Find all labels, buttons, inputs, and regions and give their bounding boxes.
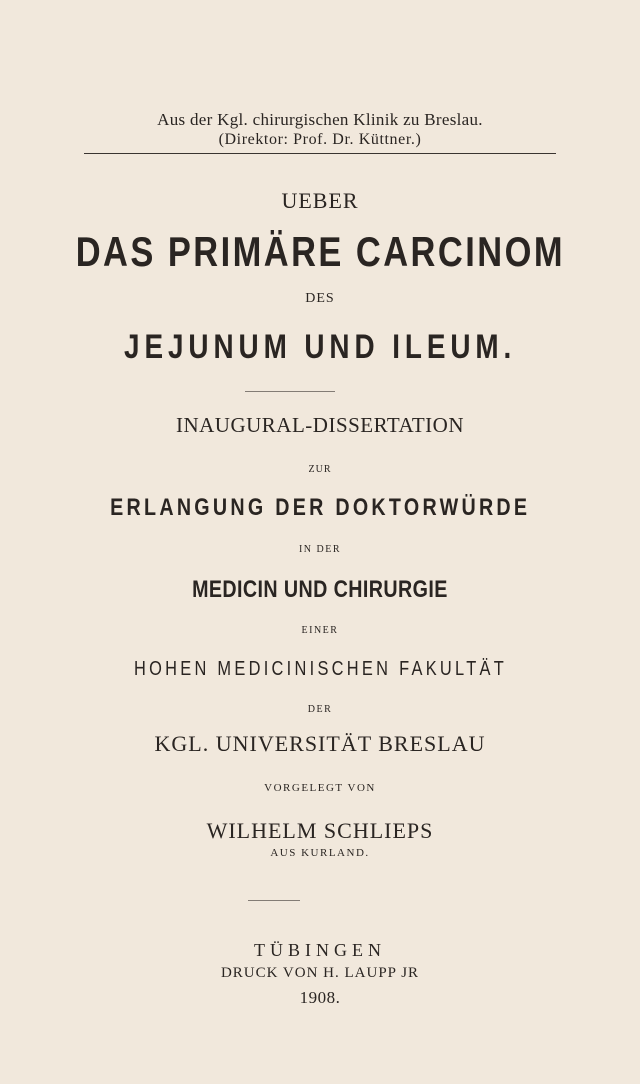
dissertation-zur-text: ZUR: [308, 464, 332, 475]
dissertation-in-der-text: IN DER: [298, 544, 342, 555]
title-divider: [245, 391, 335, 392]
title-des-text: DES: [305, 291, 335, 306]
dissertation-vorgelegt-text: VORGELEGT VON: [264, 782, 376, 794]
dissertation-university-text: KGL. UNIVERSITÄT BRESLAU: [154, 731, 486, 756]
dissertation-field-text: MEDICIN UND CHIRURGIE: [192, 576, 448, 603]
dissertation-der: [0, 704, 640, 715]
title-main-text: DAS PRIMÄRE CARCINOM: [75, 228, 565, 275]
dissertation-origin: [0, 847, 640, 859]
title-sub-text: JEJUNUM UND ILEUM.: [123, 328, 517, 366]
imprint-year: [0, 988, 640, 1008]
dissertation-faculty: [0, 658, 640, 681]
header-director-text: (Direktor: Prof. Dr. Küttner.): [218, 131, 422, 148]
header-rule: [84, 153, 556, 154]
title-main: [0, 228, 640, 277]
imprint-printer-text: DRUCK VON H. LAUPP JR: [220, 965, 420, 981]
dissertation-erlangung: [0, 494, 640, 522]
imprint-divider: [248, 900, 300, 901]
header-institution-text: Aus der Kgl. chirurgischen Klinik zu Breslau.: [157, 110, 483, 129]
dissertation-einer: [0, 625, 640, 636]
dissertation-der-text: DER: [307, 704, 333, 715]
dissertation-vorgelegt: [0, 782, 640, 794]
dissertation-zur: [0, 464, 640, 475]
imprint-year-text: 1908.: [299, 988, 341, 1007]
header-institution: [0, 110, 640, 130]
title-ueber-text: UEBER: [281, 188, 359, 213]
header-director: [0, 131, 640, 149]
title-des: [0, 291, 640, 307]
dissertation-einer-text: EINER: [301, 625, 339, 636]
dissertation-erlangung-text: ERLANGUNG DER DOKTORWÜRDE: [109, 494, 531, 521]
imprint-city: [0, 940, 640, 961]
dissertation-field: [0, 576, 640, 604]
dissertation-faculty-text: HOHEN MEDICINISCHEN FAKULTÄT: [133, 658, 507, 680]
title-ueber: [0, 188, 640, 214]
imprint-city-text: TÜBINGEN: [254, 940, 386, 960]
title-sub: [0, 328, 640, 367]
imprint-printer: [0, 965, 640, 982]
dissertation-university: [0, 731, 640, 757]
dissertation-origin-text: AUS KURLAND.: [270, 847, 370, 859]
dissertation-heading: [0, 413, 640, 438]
dissertation-in-der: [0, 544, 640, 555]
dissertation-author-text: WILHELM SCHLIEPS: [206, 818, 434, 843]
dissertation-heading-text: INAUGURAL-DISSERTATION: [175, 413, 465, 437]
dissertation-author: [0, 818, 640, 844]
